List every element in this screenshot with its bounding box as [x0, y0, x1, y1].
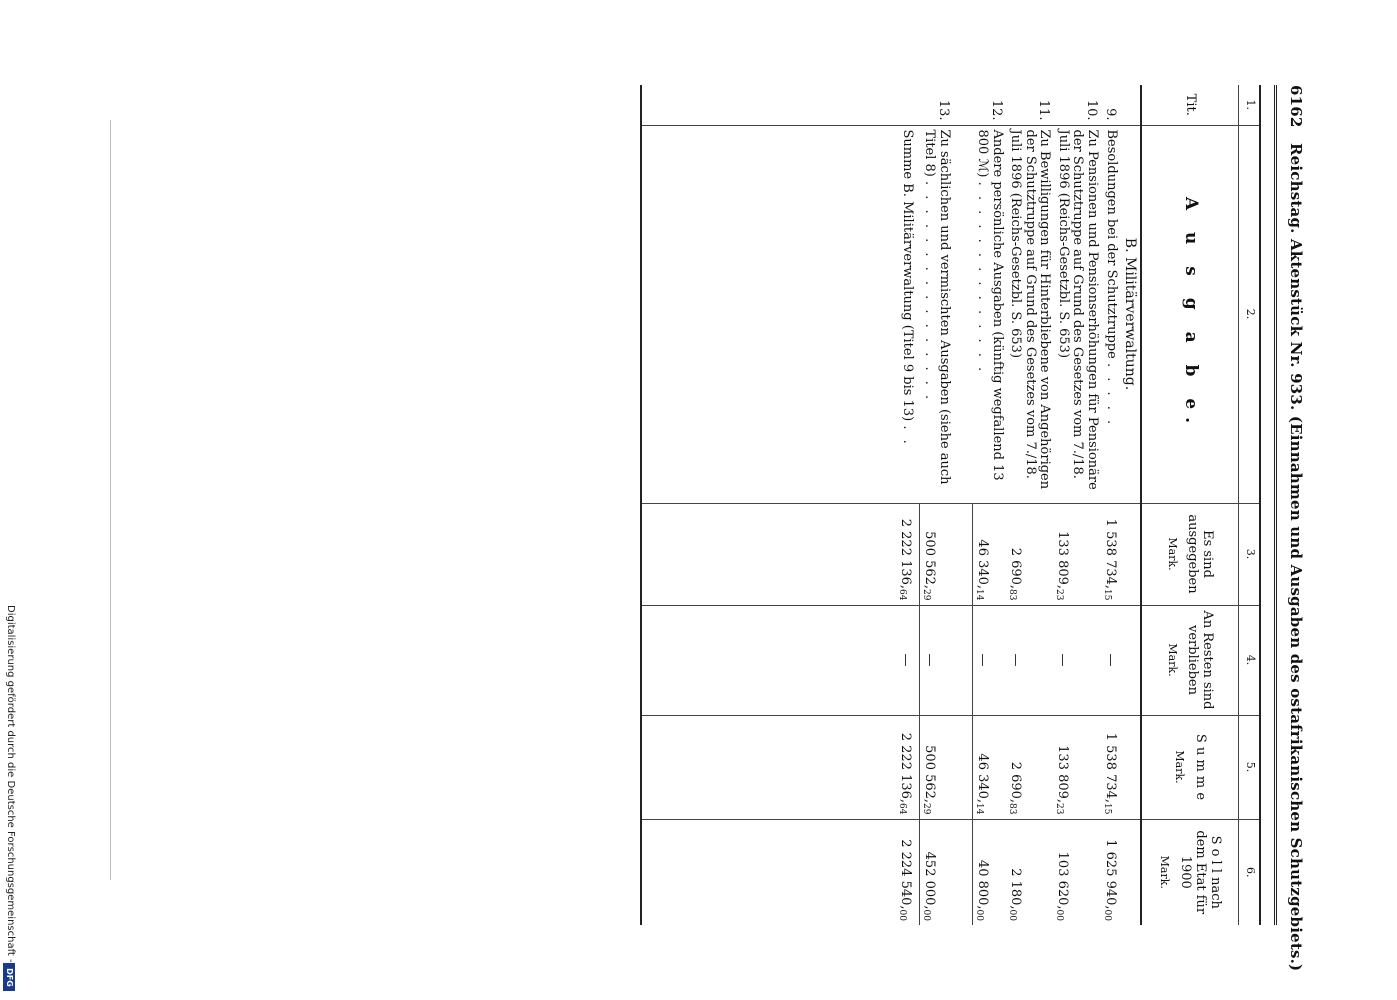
row-description: Zu sächlichen und vermischten Ausgaben (siehe auch Titel 8) . . . . . . . . . . . . . . . .	[920, 125, 973, 503]
header-rule	[1274, 85, 1277, 925]
title-number: 13.	[935, 99, 951, 121]
row-description: Zu Bewilligungen für Hinterbliebene von Angehörigen der Schutztruppe auf Grund des Gesetzes vom 7./18. Juli 1896 (Reichs-Gesetzbl. S. 653)	[1006, 125, 1054, 503]
sum-soll: 2 224 $540,_{00}$	[896, 819, 920, 925]
value-ausgegeben: 133 $809,_{23}$	[1053, 503, 1101, 605]
title-number: 12.	[988, 99, 1004, 121]
value-soll: 1 625 $940,_{00}$	[1101, 819, 1120, 925]
column-number: 6.	[1239, 819, 1261, 925]
value-soll: 40 $800,_{00}$	[973, 819, 1006, 925]
table-row	[1006, 85, 1054, 925]
column-number: 2.	[1239, 125, 1261, 503]
document-page	[115, 85, 1305, 972]
row-description: Zu Pensionen und Pensionserhöhungen für Pensionäre der Schutztruppe auf Grund des Gesetzes vom 7./18. Juli 1896 (Reichs-Gesetzbl. S. 653)	[1053, 125, 1101, 503]
row-description: Besoldungen bei der Schutztruppe . . . . .	[1101, 125, 1120, 503]
table-row	[1053, 85, 1101, 925]
unit-label: Mark.	[1173, 750, 1187, 784]
title-number: 9.	[1103, 108, 1118, 121]
value-ausgegeben: 500 $562,_{29}$	[920, 503, 973, 605]
digitization-note	[4, 605, 18, 995]
column-number-row	[1239, 85, 1261, 925]
section-row	[1120, 85, 1141, 925]
value-soll: 2 $180,_{00}$	[1006, 819, 1054, 925]
value-reste: —	[920, 605, 973, 715]
table-row	[1101, 85, 1120, 925]
header-ausgegeben: Es sind ausgegeben Mark.	[1141, 503, 1239, 605]
sum-ausgegeben: 2 222 $136,_{64}$	[896, 503, 920, 605]
column-number: 4.	[1239, 605, 1261, 715]
value-ausgegeben: 46 $340,_{14}$	[973, 503, 1006, 605]
dfg-logo: DFG	[3, 963, 15, 991]
section-title: B. Militärverwaltung.	[1120, 125, 1141, 503]
sum-row	[896, 85, 920, 925]
table-row	[920, 85, 973, 925]
value-reste: —	[1006, 605, 1054, 715]
sum-summe: 2 222 $136,_{64}$	[896, 715, 920, 819]
row-description: Andere persönliche Ausgaben (künftig wegfallend 13 800 ℳ) . . . . . . . . . . . . . .	[973, 125, 1006, 503]
column-header-row	[1141, 85, 1239, 925]
header-summe: S u m m e Mark.	[1141, 715, 1239, 819]
value-summe: 1 538 $734,_{15}$	[1101, 715, 1120, 819]
sum-description: Summe B. Militärverwaltung (Titel 9 bis 13) . .	[896, 125, 920, 503]
column-number: 1.	[1239, 85, 1261, 125]
page-title: Reichstag. Aktenstück Nr. 933. (Einnahmen und Ausgaben des ostafrikanischen Schutzgebiets.)	[1287, 143, 1305, 972]
value-ausgegeben: 1 538 $734,_{15}$	[1101, 503, 1120, 605]
header-tit: Tit.	[1141, 85, 1239, 125]
value-summe: 46 $340,_{14}$	[973, 715, 1006, 819]
unit-label: Mark.	[1165, 643, 1179, 677]
page-header	[1279, 85, 1305, 972]
value-summe: 133 $809,_{23}$	[1053, 715, 1101, 819]
value-summe: 2 $690,_{83}$	[1006, 715, 1054, 819]
unit-label: Mark.	[1165, 537, 1179, 571]
value-soll: 103 $620,_{00}$	[1053, 819, 1101, 925]
title-number: 11.	[1036, 99, 1052, 121]
unit-label: Mark.	[1158, 855, 1172, 889]
table-row	[973, 85, 1006, 925]
value-reste: —	[973, 605, 1006, 715]
value-soll: 452 $000,_{00}$	[920, 819, 973, 925]
page-number: 6162	[1287, 85, 1305, 128]
expense-table	[640, 85, 1261, 925]
value-reste: —	[1053, 605, 1101, 715]
table-spacer-row	[641, 85, 896, 925]
value-summe: 500 $562,_{29}$	[920, 715, 973, 819]
title-number: 10.	[1084, 99, 1099, 121]
column-number: 5.	[1239, 715, 1261, 819]
value-reste: —	[1101, 605, 1120, 715]
header-reste: An Resten sind verblieben Mark.	[1141, 605, 1239, 715]
header-soll: S o l l nach dem Etat für 1900 Mark.	[1141, 819, 1239, 925]
margin-rule	[110, 120, 111, 880]
digitization-note-text: Digitalisierung gefördert durch die Deutsche Forschungsgemeinschaft -	[5, 605, 16, 963]
column-number: 3.	[1239, 503, 1261, 605]
header-ausgabe: A u s g a b e.	[1141, 125, 1239, 503]
sum-reste: —	[896, 605, 920, 715]
value-ausgegeben: 2 $690,_{83}$	[1006, 503, 1054, 605]
